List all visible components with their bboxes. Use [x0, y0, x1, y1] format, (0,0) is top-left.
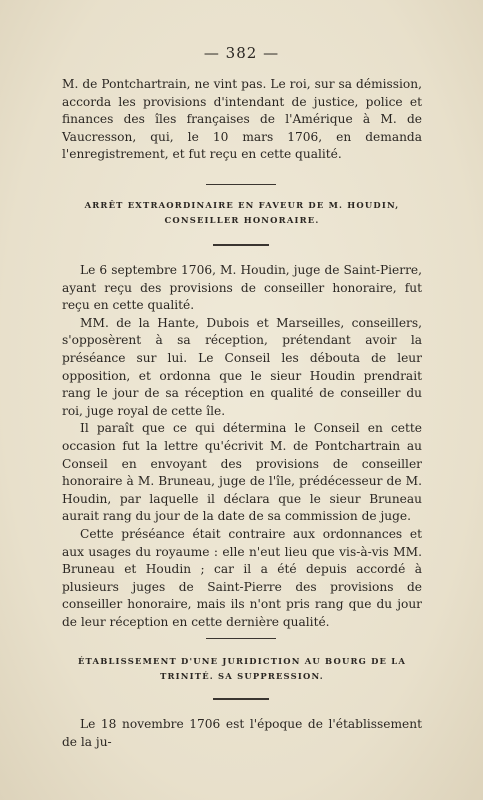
divider-rule	[206, 638, 276, 639]
paragraph: Le 18 novembre 1706 est l'époque de l'établissement de la ju-	[62, 717, 422, 749]
intro-text	[62, 76, 422, 164]
section-heading-houdin: ARRÊT EXTRAORDINAIRE EN FAVEUR DE M. HOUDIN, CONSEILLER HONORAIRE.	[84, 200, 400, 225]
section-text-houdin	[62, 262, 422, 631]
divider-rule	[213, 698, 269, 700]
paragraph: Cette préséance était contraire aux ordonnances et aux usages du royaume : elle n'eut lieu que vis-à-vis MM. Bruneau et Houdin ; car il a été depuis accordé à plusieurs juges de Saint-Pierre des provisions de conseiller honoraire, mais ils n'ont pris rang que du jour de leur réception en cette dernière qualité.	[62, 526, 422, 629]
paragraph: Le 6 septembre 1706, M. Houdin, juge de Saint-Pierre, ayant reçu des provisions de conseiller honoraire, fut reçu en cette qualité.	[62, 263, 422, 313]
paragraph: Il paraît que ce qui détermina le Conseil en cette occasion fut la lettre qu'écrivit M. de Pontchartrain au Conseil en envoyant des provisions de conseiller honoraire à M. Bruneau, juge de l'île, prédécesseur de M. Houdin, par laquelle il déclara que le sieur Bruneau aurait rang du jour de la date de sa commission de juge.	[62, 421, 422, 524]
section-text-trinite	[62, 716, 422, 751]
divider-rule	[213, 244, 269, 246]
paragraph: MM. de la Hante, Dubois et Marseilles, conseillers, s'opposèrent à sa réception, prétendant avoir la préséance sur lui. Le Conseil les débouta de leur opposition, et ordonna que le sieur Houdin prendrait rang le jour de sa réception en qualité de conseiller du roi, juge royal de cette île.	[62, 315, 422, 418]
divider-rule	[206, 184, 276, 185]
section-heading-trinite: ÉTABLISSEMENT D'UNE JURIDICTION AU BOURG DE LA TRINITÉ. SA SUPPRESSION.	[77, 656, 407, 681]
page-number: — 382 —	[203, 44, 280, 62]
paragraph: M. de Pontchartrain, ne vint pas. Le roi, sur sa démission, accorda les provisions d'intendant de justice, police et finances des îles françaises de l'Amérique à M. de Vaucresson, qui, le 10 mars 1706, en demanda l'enregistrement, et fut reçu en cette qualité.	[62, 77, 422, 162]
